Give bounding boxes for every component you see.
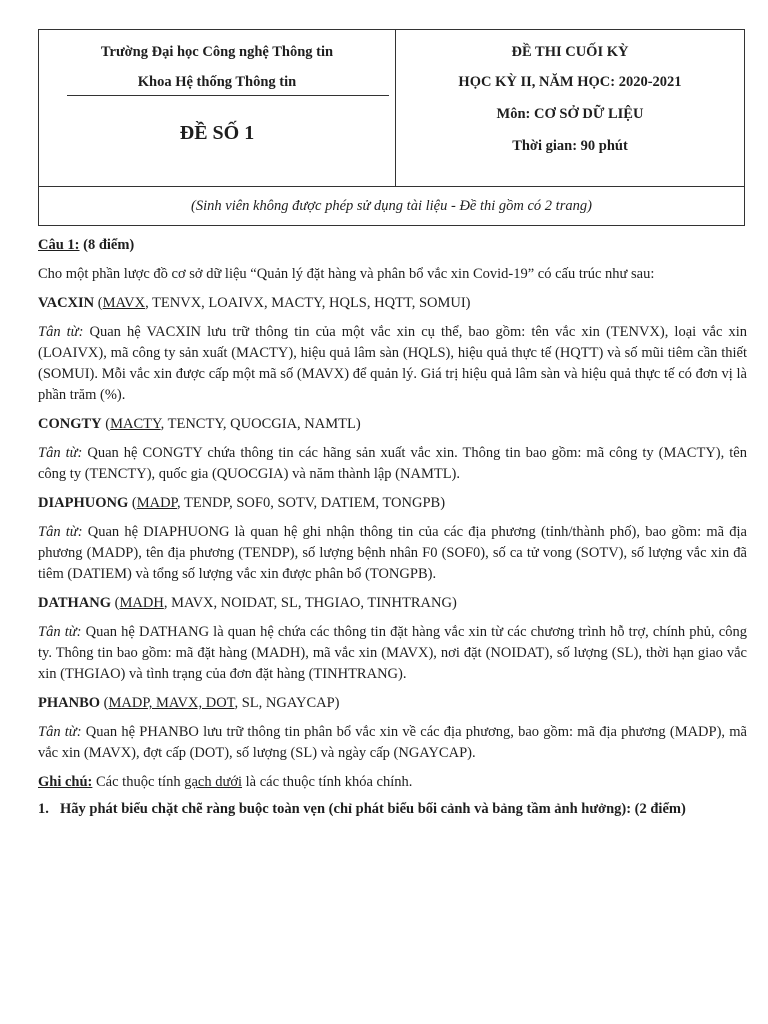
faculty-name: Khoa Hệ thống Thông tin (137, 74, 297, 90)
relation-attributes: , MAVX, NOIDAT, SL, THGIAO, TINHTRANG) (163, 595, 457, 611)
relation-name: DATHANG (38, 595, 112, 611)
header-right-cell (396, 30, 744, 186)
relation-congty (38, 414, 747, 435)
sub-question-text: Hãy phát biểu chặt chẽ ràng buộc toàn vẹn (chỉ phát biểu bối cảnh và bảng tầm ảnh hưởng): (2 điểm) (60, 801, 686, 817)
relation-key: MADP, MAVX, DOT (108, 695, 235, 711)
relation-paren: ( (128, 495, 137, 511)
exam-title: ĐỀ THI CUỐI KỲ (511, 44, 629, 60)
header-underline (67, 95, 389, 96)
relation-name: PHANBO (38, 695, 101, 711)
relation-name: VACXIN (38, 295, 95, 311)
header-table (38, 29, 745, 226)
subject-line: Môn: CƠ SỞ DỮ LIỆU (496, 106, 644, 122)
duration-line: Thời gian: 90 phút (512, 138, 628, 154)
relation-attributes: , TENCTY, QUOCGIA, NAMTL) (160, 416, 361, 432)
relation-phanbo-description (38, 722, 747, 764)
relation-key: MADH (119, 595, 164, 611)
relation-paren: ( (101, 416, 111, 432)
relation-key: MADP (136, 495, 177, 511)
question-points: (8 điểm) (79, 237, 135, 253)
relation-paren: ( (94, 295, 103, 311)
sub-question-number: 1. (38, 801, 49, 817)
description-text: Quan hệ DATHANG là quan hệ chứa các thông tin đặt hàng vắc xin từ các chương trình hỗ trợ, chính phủ, công ty. Thông tin bao gồm: mã đặt hàng (MADH), mã vắc xin (MAVX), nơi đặt (NOIDAT), số lượng (SL), thời hạn giao vắc xin (THGIAO) và tình trạng của đơn đặt hàng (TINHTRANG). (38, 624, 747, 682)
relation-attributes: , SL, NGAYCAP) (234, 695, 340, 711)
description-text: Quan hệ VACXIN lưu trữ thông tin của một vắc xin cụ thể, bao gồm: tên vắc xin (TENVX), loại vắc xin (LOAIVX), mã công ty sản xuất (MACTY), hiệu quả lâm sàn (HQLS), hiệu quả thực tế (HQTT) và số mũi tiêm cần thiết (SOMUI). Mỗi vắc xin được cấp một mã số (MAVX) để quản lý. Giá trị hiệu quả lâm sàn và hiệu quả thực tế có đơn vị là phần trăm (%). (38, 324, 747, 403)
relation-key: MAVX (102, 295, 146, 311)
exam-number: ĐỀ SỐ 1 (179, 122, 255, 144)
relation-paren: ( (100, 695, 109, 711)
relation-congty-description (38, 443, 747, 485)
relation-attributes: , TENDP, SOF0, SOTV, DATIEM, TONGPB) (177, 495, 446, 511)
relation-diaphuong (38, 493, 747, 514)
header-left-cell (39, 30, 395, 186)
relation-dathang (38, 593, 747, 614)
note-underlined-text: gạch dưới (184, 774, 243, 790)
relation-name: CONGTY (38, 416, 102, 432)
relation-name: DIAPHUONG (38, 495, 129, 511)
question-label: Câu 1: (38, 237, 80, 253)
relation-attributes: , TENVX, LOAIVX, MACTY, HQLS, HQTT, SOMUI) (145, 295, 471, 311)
relation-diaphuong-description (38, 522, 747, 585)
relation-vacxin (38, 293, 747, 314)
note-label: Ghi chú: (38, 774, 93, 790)
description-label: Tân từ: (38, 324, 84, 340)
relation-dathang-description (38, 622, 747, 685)
question-intro: Cho một phần lược đồ cơ sở dữ liệu “Quản lý đặt hàng và phân bổ vắc xin Covid-19” có cấu trúc như sau: (38, 266, 655, 282)
description-text: Quan hệ DIAPHUONG là quan hệ ghi nhận thông tin của các địa phương (tỉnh/thành phố), bao gồm: mã địa phương (MADP), tên địa phương (TENDP), số lượng bệnh nhân F0 (SOF0), số ca tử vong (SOTV), số lượng vắc xin đã tiêm (DATIEM) và tổng số lượng vắc xin được phân bổ (TONGPB). (38, 524, 747, 582)
exam-content (38, 235, 747, 820)
description-label: Tân từ: (38, 724, 82, 740)
sub-question-1 (38, 799, 747, 820)
key-note (38, 772, 747, 793)
description-label: Tân từ: (38, 524, 83, 540)
description-text: Quan hệ CONGTY chứa thông tin các hãng sản xuất vắc xin. Thông tin bao gồm: mã công ty (MACTY), tên công ty (TENCTY), quốc gia (QUOCGIA) và năm thành lập (NAMTL). (38, 445, 747, 482)
description-text: Quan hệ PHANBO lưu trữ thông tin phân bổ vắc xin về các địa phương, bao gồm: mã địa phương (MADP), mã vắc xin (MAVX), đợt cấp (DOT), số lượng (SL) và ngày cấp (NGAYCAP). (38, 724, 747, 761)
relation-phanbo (38, 693, 747, 714)
note-text: Các thuộc tính (92, 774, 185, 790)
exam-note: (Sinh viên không được phép sử dụng tài liệu - Đề thi gồm có 2 trang) (191, 197, 592, 214)
relation-paren: ( (111, 595, 120, 611)
description-label: Tân từ: (38, 445, 83, 461)
relation-key: MACTY (110, 416, 161, 432)
relation-vacxin-description (38, 322, 747, 406)
semester-line: HỌC KỲ II, NĂM HỌC: 2020-2021 (458, 74, 682, 90)
description-label: Tân từ: (38, 624, 82, 640)
note-text-end: là các thuộc tính khóa chính. (242, 774, 413, 790)
question-heading (38, 235, 747, 256)
university-name: Trường Đại học Công nghệ Thông tin (100, 44, 334, 60)
